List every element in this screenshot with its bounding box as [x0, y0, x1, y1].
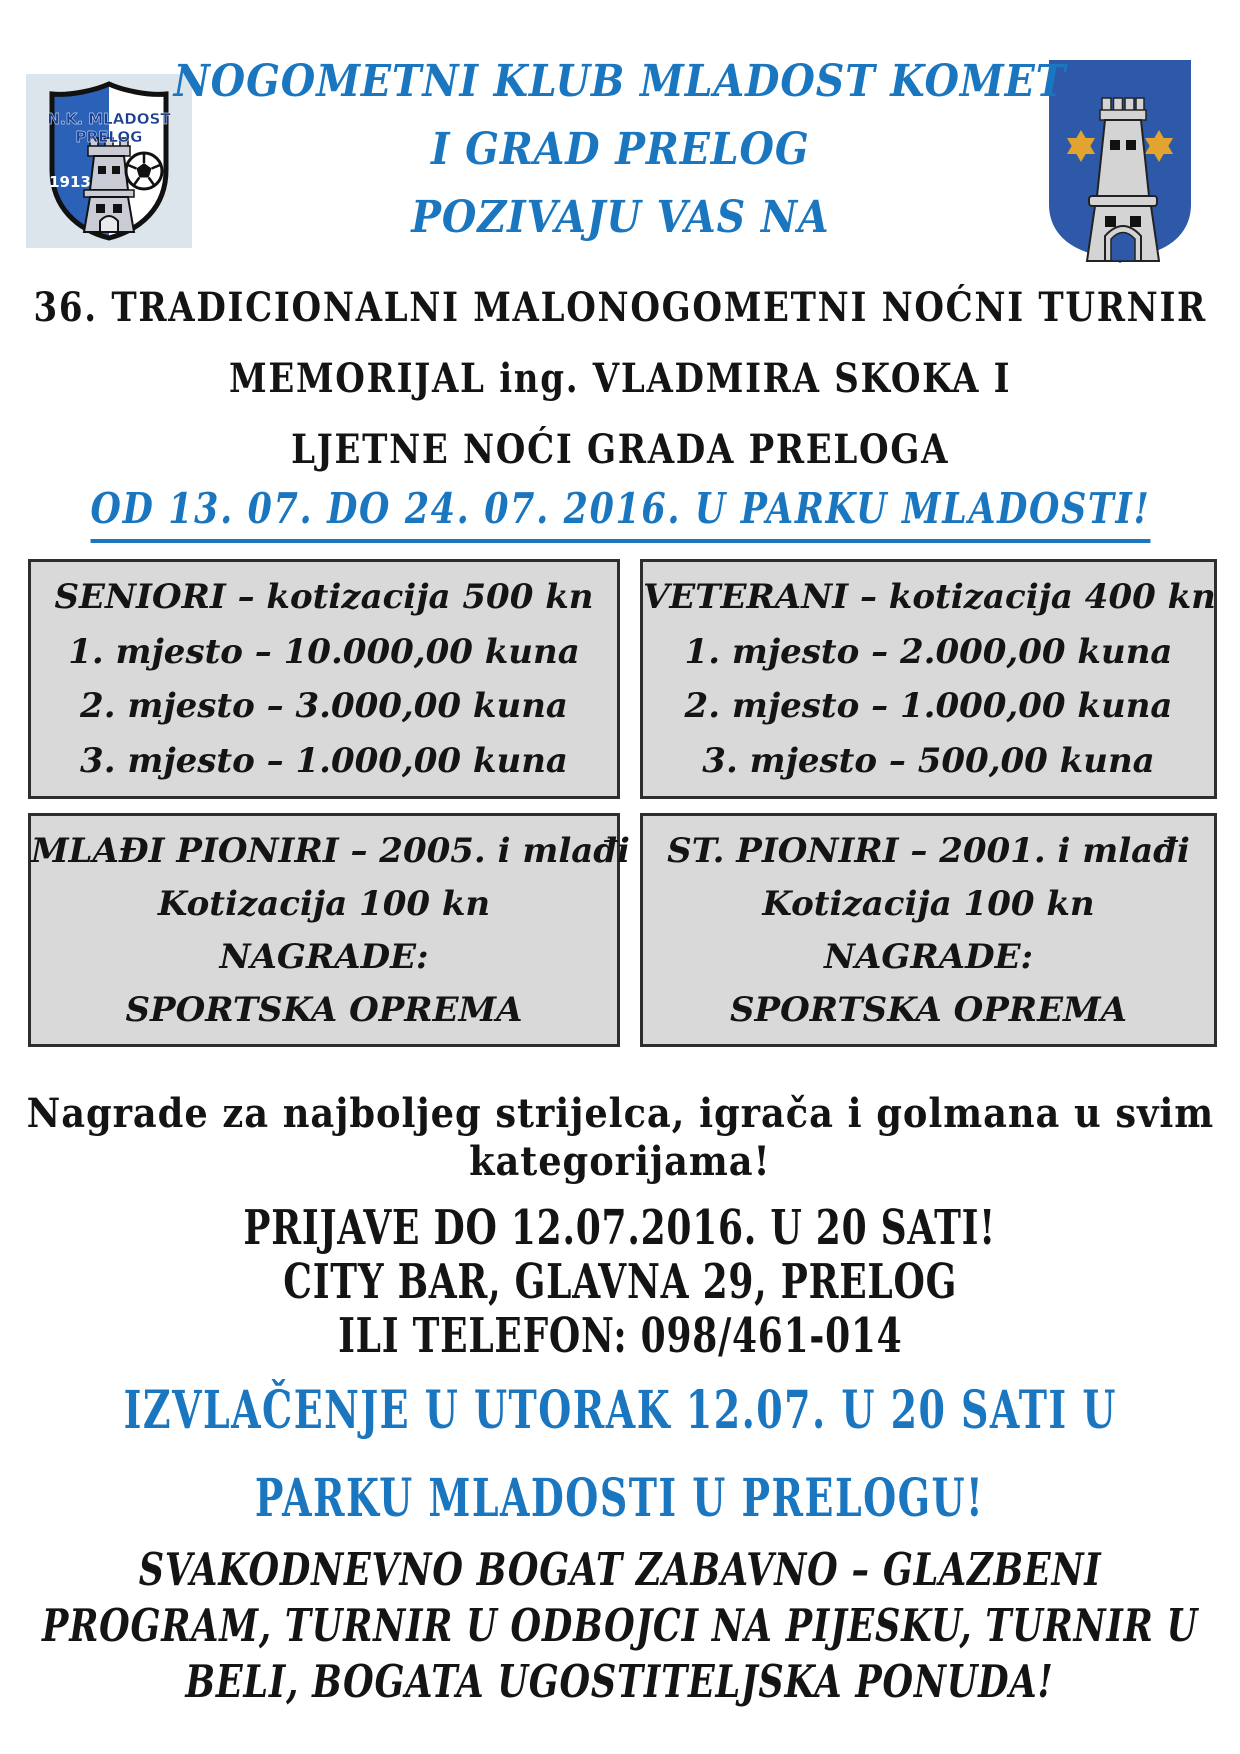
tournament-title-line-1: 36. TRADICIONALNI MALONOGOMETNI NOĆNI TURNIR	[33, 284, 1207, 331]
category-header: SENIORI – kotizacija 500 kn	[54, 577, 594, 618]
category-header: VETERANI – kotizacija 400 kn	[643, 577, 1216, 618]
date-banner: OD 13. 07. DO 24. 07. 2016. U PARKU MLADOSTI!	[0, 484, 1240, 543]
prize-line: 1. mjesto – 2.000,00 kuna	[684, 631, 1173, 672]
registration-phone: ILI TELEFON: 098/461-014	[337, 1308, 903, 1364]
program-line-2: PROGRAM, TURNIR U ODBOJCI NA PIJESKU, TURNIR U	[42, 1599, 1198, 1652]
header-line-3: POZIVAJU VAS NA	[410, 192, 830, 243]
tournament-title-line-2: MEMORIJAL ing. VLADMIRA SKOKA I	[228, 355, 1012, 402]
club-name-line2: PRELOG	[75, 128, 143, 146]
awards-note-line-1: Nagrade za najboljeg strijelca, igrača i golmana u svim	[26, 1090, 1214, 1137]
registration-deadline: PRIJAVE DO 12.07.2016. U 20 SATI!	[243, 1200, 997, 1256]
prize-line: 2. mjesto – 3.000,00 kuna	[80, 686, 568, 727]
prize-line: 2. mjesto – 1.000,00 kuna	[684, 686, 1173, 727]
category-box-seniori	[28, 559, 620, 799]
prizes-value: SPORTSKA OPREMA	[125, 989, 523, 1030]
header-line-2: I GRAD PRELOG	[430, 124, 810, 175]
prize-line: 1. mjesto – 10.000,00 kuna	[68, 631, 580, 672]
category-header: ST. PIONIRI – 2001. i mlađi	[667, 830, 1190, 871]
fee-line: Kotizacija 100 kn	[157, 883, 491, 924]
club-name-line1: N.K. MLADOST	[47, 110, 171, 128]
draw-line-1: IZVLAČENJE U UTORAK 12.07. U 20 SATI U	[123, 1380, 1117, 1441]
registration-address: CITY BAR, GLAVNA 29, PRELOG	[283, 1254, 957, 1310]
prizes-label: NAGRADE:	[823, 936, 1034, 977]
category-header: MLAĐI PIONIRI – 2005. i mlađi	[31, 830, 630, 871]
draw-line-2: PARKU MLADOSTI U PRELOGU!	[255, 1468, 985, 1529]
prize-line: 3. mjesto – 500,00 kuna	[702, 740, 1155, 781]
category-box-st-pioniri	[640, 813, 1217, 1047]
program-line-1: SVAKODNEVNO BOGAT ZABAVNO – GLAZBENI	[138, 1543, 1102, 1596]
prizes-label: NAGRADE:	[219, 936, 429, 977]
prizes-value: SPORTSKA OPREMA	[729, 989, 1127, 1030]
fee-line: Kotizacija 100 kn	[762, 883, 1095, 924]
program-line-3: BELI, BOGATA UGOSTITELJSKA PONUDA!	[185, 1655, 1055, 1708]
prize-line: 3. mjesto – 1.000,00 kuna	[80, 740, 568, 781]
awards-note-line-2: kategorijama!	[469, 1138, 771, 1185]
category-boxes	[28, 559, 1217, 1047]
tournament-title-line-3: LJETNE NOĆI GRADA PRELOGA	[290, 426, 950, 473]
category-box-mladi-pioniri	[28, 813, 630, 1047]
header-line-1: NOGOMETNI KLUB MLADOST KOMET	[173, 56, 1067, 107]
club-founding-year: 1913	[49, 173, 91, 191]
category-box-veterani	[640, 559, 1217, 799]
